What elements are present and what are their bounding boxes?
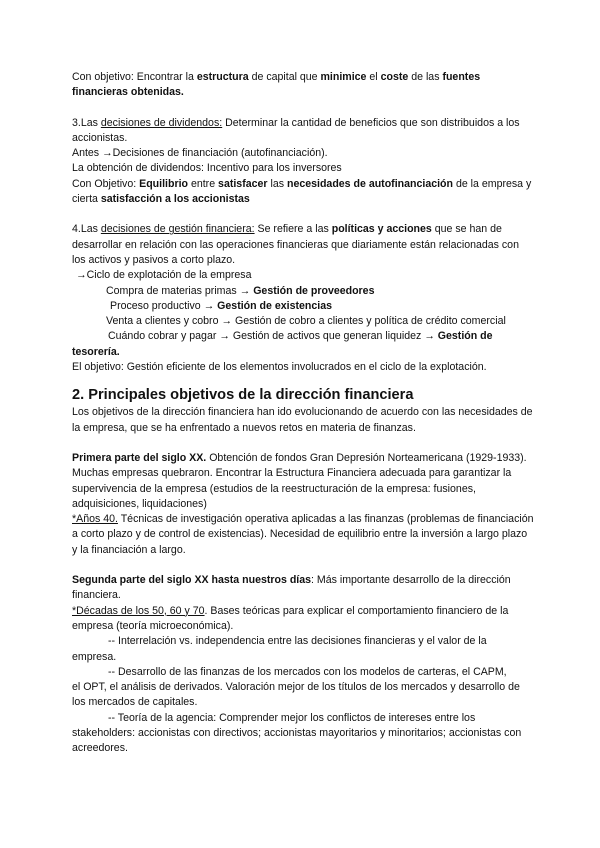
development-item: -- Interrelación vs. independencia entre las decisiones financieras y el valor de la	[108, 635, 487, 648]
spacer	[72, 558, 534, 573]
development-item-cont: stakeholders: accionistas con directivos; accionistas mayoritarios y minoritarios; accionistas con acreedores.	[72, 726, 522, 755]
spacer	[72, 207, 534, 222]
second-half-paragraph: Segunda parte del siglo XX hasta nuestros días: Más importante desarrollo de la dirección financiera.	[72, 574, 511, 602]
cycle-heading: →Ciclo de explotación de la empresa	[76, 269, 252, 282]
development-item-cont: el OPT, el análisis de derivados. Valoración mejor de los títulos de los mercados y desarrollo de los mercados de capitales.	[72, 681, 520, 709]
financial-management-paragraph: 4.Las decisiones de gestión financiera: Se refiere a las políticas y acciones que se han de desarrollar en relación con las operaciones financieras que diariamente están relacionadas con los activos y pasivos a corto plazo.	[72, 223, 519, 266]
document-page	[72, 70, 534, 757]
final-objective-line: El objetivo: Gestión eficiente de los elementos involucrados en el ciclo de la explotación.	[72, 361, 487, 374]
section-heading: 2. Principales objetivos de la dirección financiera	[72, 387, 414, 404]
development-item: -- Desarrollo de las finanzas de los mercados con los modelos de carteras, el CAPM,	[108, 665, 507, 678]
forties-paragraph: *Años 40. Técnicas de investigación operativa aplicadas a las finanzas (problemas de financiación a corto plazo y de control de existencias). Necesidad de equilibrio entre la inversión a largo plazo y la financiación a largo.	[72, 513, 534, 556]
development-item: -- Teoría de la agencia: Comprender mejor los conflictos de intereses entre los	[108, 711, 476, 724]
section-intro: Los objetivos de la dirección financiera han ido evolucionando de acuerdo con las necesidades de la empresa, que se ha enfrentado a nuevos retos en materia de finanzas.	[72, 406, 533, 434]
dividend-objective-paragraph: Con Objetivo: Equilibrio entre satisfacer las necesidades de autofinanciación de la empresa y cierta satisfacción a los accionistas	[72, 177, 532, 206]
cycle-item: Compra de materias primas → Gestión de proveedores	[106, 284, 375, 297]
cycle-item: Proceso productivo → Gestión de existencias	[110, 299, 332, 312]
development-item-cont: empresa.	[72, 650, 117, 663]
spacer	[72, 101, 534, 116]
first-half-paragraph: Primera parte del siglo XX. Obtención de fondos Gran Depresión Norteamericana (1929-1933). Muchas empresas quebraron. Encontrar la Estructura Financiera adecuada para garantizar la supervivencia de la empresa (estudios de la reestructuración de la empresa: fusiones, adquisiciones, liquidaciones)	[72, 451, 527, 510]
dividend-incentive-line: La obtención de dividendos: Incentivo para los inversores	[72, 162, 342, 175]
cycle-item: Venta a clientes y cobro → Gestión de cobro a clientes y política de crédito comercial	[106, 315, 506, 328]
spacer	[72, 375, 534, 385]
cycle-item: Cuándo cobrar y pagar → Gestión de activos que generan liquidez → Gestión de tesorería.	[72, 330, 493, 358]
decades-paragraph: *Décadas de los 50, 60 y 70. Bases teóricas para explicar el comportamiento financiero de la empresa (teoría microeconómica).	[72, 604, 509, 632]
spacer	[72, 436, 534, 451]
dividend-decisions-paragraph: 3.Las decisiones de dividendos: Determinar la cantidad de beneficios que son distribuidos a los accionistas.	[72, 116, 520, 144]
dividend-before-line: Antes →Decisiones de financiación (autofinanciación).	[72, 147, 328, 160]
objective-paragraph: Con objetivo: Encontrar la estructura de capital que minimice el coste de las fuentes financieras obtenidas.	[72, 71, 481, 99]
